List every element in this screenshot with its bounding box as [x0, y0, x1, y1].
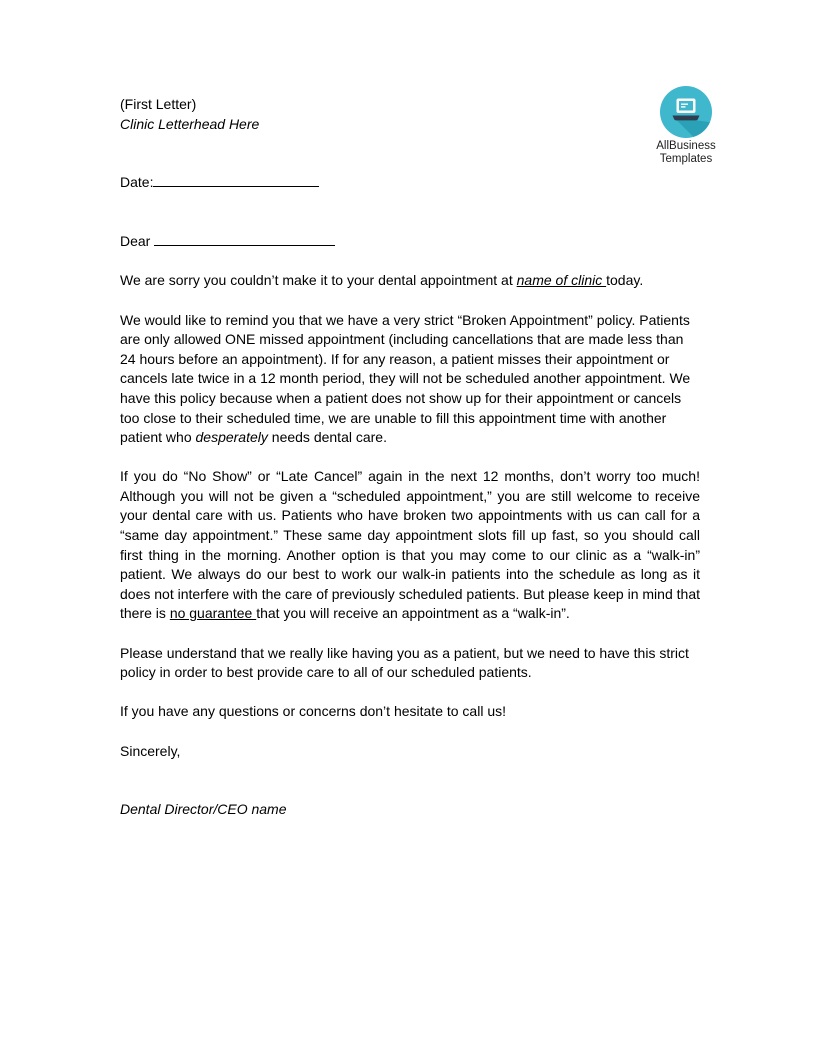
date-label: Date: — [120, 174, 154, 191]
paragraph-policy-text: We would like to remind you that we have a very strict “Broken Appointment” policy. Patients are only allowed ONE missed appointment (including cancellations that are made less than 24 hours before an appointment). If for any reason, a patient misses their appointment or cancels late twice in a 12 month period, they will not be scheduled another appointment. We have this policy because when a patient does not show up for their appointment or cancels too close to their scheduled time, we are unable to fill this appointment time with another patient who — [120, 311, 691, 446]
paragraph-apology-end: today. — [606, 272, 644, 289]
paragraph-apology-text: We are sorry you couldn’t make it to your dental appointment at — [120, 272, 517, 289]
desperately-emphasis: desperately — [195, 429, 268, 446]
letter-header — [120, 95, 700, 134]
paragraph-apology — [120, 271, 700, 291]
letterhead-placeholder: Clinic Letterhead Here — [120, 115, 260, 132]
paragraph-options-text: If you do “No Show” or “Late Cancel” again in the next 12 months, don’t worry too much! Although you will not be given a “scheduled appointment,” you are still welcome to receive your dental care with us. Patients who have broken two appointments with us can call for a “same day appointment.” These same day appointment slots fill up fast, so you should call first thing in the morning. Another option is that you may come to our clinic as a “walk-in” patient. We always do our best to work our walk-in patients into the schedule as long as it does not interfere with the care of previously scheduled patients. But please keep in mind that there is — [120, 468, 700, 622]
date-line — [120, 173, 700, 193]
date-blank-field — [153, 174, 319, 187]
paragraph-options-end: that you will receive an appointment as a “walk-in”. — [256, 605, 570, 622]
clinic-name-placeholder: name of clinic — [516, 272, 607, 289]
salutation-line — [120, 232, 700, 252]
brand-line-2: Templates — [659, 153, 713, 165]
valediction: Sincerely, — [120, 742, 181, 759]
letter-body — [120, 95, 700, 820]
brand-line-1: AllBusiness — [656, 140, 716, 152]
paragraph-policy-end: needs dental care. — [267, 429, 387, 446]
no-guarantee-underlined: no guarantee — [169, 605, 257, 622]
paragraph-questions: If you have any questions or concerns don’t hesitate to call us! — [120, 703, 507, 720]
first-letter-note: (First Letter) — [120, 96, 197, 112]
paragraph-understanding: Please understand that we really like having you as a patient, but we need to have this strict policy in order to best provide care to all of our scheduled patients. — [120, 644, 689, 681]
paragraph-options — [120, 467, 700, 624]
salutation-blank-field — [154, 233, 335, 246]
salutation-label: Dear — [120, 233, 151, 250]
signature-placeholder: Dental Director/CEO name — [120, 801, 287, 818]
paragraph-policy — [120, 311, 700, 448]
